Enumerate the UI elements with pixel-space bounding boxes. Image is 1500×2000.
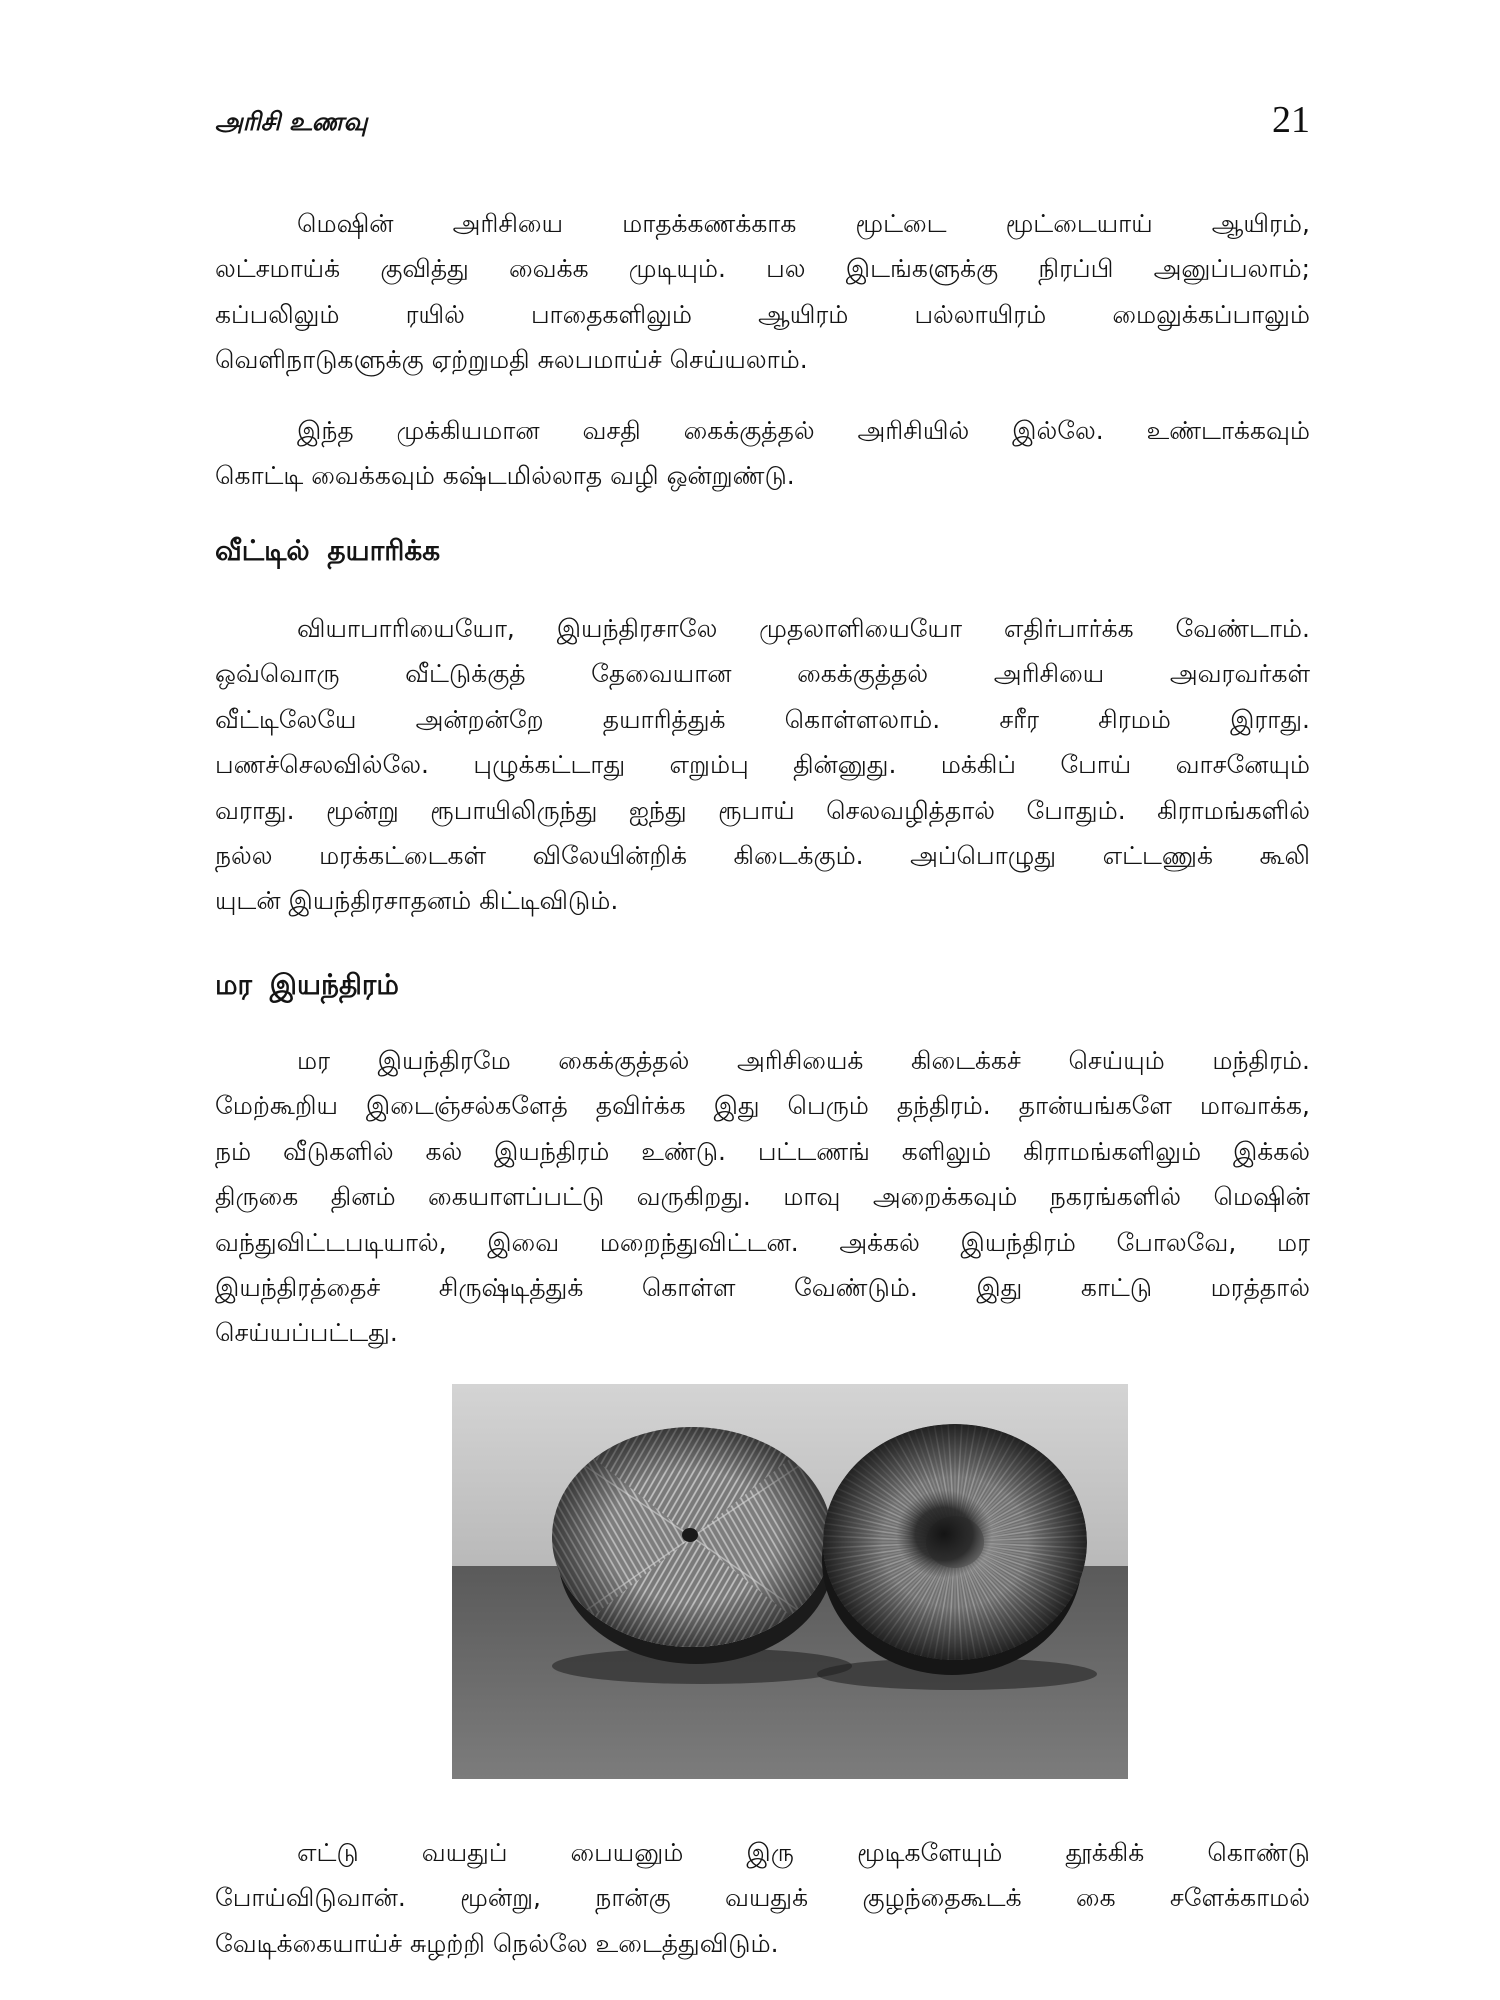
paragraph-line: வீட்டிலேயே அன்றன்றே தயாரித்துக் கொள்ளலாம். சரீர சிரமம் இராது. [215,704,1310,734]
paragraph-line: மெஷின் அரிசியை மாதக்கணக்காக மூட்டை மூட்டையாய் ஆயிரம், [297,209,1310,238]
paragraph-line: வெளிநாடுகளுக்கு ஏற்றுமதி சுலபமாய்ச் செய்யலாம். [215,345,808,375]
paragraph-line: மர இயந்திரமே கைக்குத்தல் அரிசியைக் கிடைக்கச் செய்யும் மந்திரம். [297,1046,1310,1075]
paragraph-line: வேடிக்கையாய்ச் சுழற்றி நெல்லே உடைத்துவிடும். [215,1928,779,1958]
paragraph-line: கொட்டி வைக்கவும் கஷ்டமில்லாத வழி ஒன்றுண்டு. [215,461,795,491]
paragraph-line: செய்யப்பட்டது. [215,1318,398,1348]
disc-center-hole [896,1490,992,1578]
paragraph-line: யுடன் இயந்திரசாதனம் கிட்டிவிடும். [215,886,619,916]
paragraph-line: வந்துவிட்டபடியால், இவை மறைந்துவிட்டன. அக்கல் இயந்திரம் போலவே, மர [215,1227,1310,1257]
paragraph-line: கப்பலிலும் ரயில் பாதைகளிலும் ஆயிரம் பல்லாயிரம் மைலுக்கப்பாலும் [215,299,1310,329]
paragraph-line: போய்விடுவான். மூன்று, நான்கு வயதுக் குழந்தைகூடக் கை சளேக்காமல் [215,1883,1310,1913]
paragraph-line: நம் வீடுகளில் கல் இயந்திரம் உண்டு. பட்டணங் களிலும் கிராமங்களிலும் இக்கல் [215,1136,1310,1166]
section-heading: மர இயந்திரம் [215,968,399,1001]
paragraph-line: பணச்செலவில்லே. புழுக்கட்டாது எறும்பு தின்னுது. மக்கிப் போய் வாசனேயும் [215,750,1310,780]
running-header-title: அரிசி உணவு [215,107,368,136]
paragraph [215,1830,1310,1966]
paragraph-line: மேற்கூறிய இடைஞ்சல்களேத் தவிர்க்க இது பெரும் தந்திரம். தான்யங்களே மாவாக்க, [215,1091,1310,1121]
paragraph-line: ஒவ்வொரு வீட்டுக்குத் தேவையான கைக்குத்தல் அரிசியை அவரவர்கள் [215,659,1310,689]
paragraph-line: லட்சமாய்க் குவித்து வைக்க முடியும். பல இடங்களுக்கு நிரப்பி அனுப்பலாம்; [215,254,1310,284]
paragraph-line: திருகை தினம் கையாளப்பட்டு வருகிறது. மாவு அறைக்கவும் நகரங்களில் மெஷின் [215,1182,1310,1212]
page-number: 21 [1272,99,1310,141]
paragraph [215,201,1310,383]
wooden-disc-right [822,1424,1087,1675]
paragraph-line: வியாபாரியையோ, இயந்திரசாலே முதலாளியையோ எதிர்பார்க்க வேண்டாம். [297,614,1310,643]
paragraph-line: இயந்திரத்தைச் சிருஷ்டித்துக் கொள்ள வேண்டும். இது காட்டு மரத்தால் [215,1273,1310,1303]
paragraph-line: வராது. மூன்று ரூபாயிலிருந்து ஐந்து ரூபாய் செலவழித்தால் போதும். கிராமங்களில் [215,795,1310,825]
paragraph-line: எட்டு வயதுப் பையனும் இரு மூடிகளேயும் தூக்கிக் கொண்டு [297,1838,1310,1867]
disc-center-hole [682,1528,698,1542]
wooden-grinder-photo [452,1384,1128,1779]
figure-photo [452,1384,1128,1779]
paragraph-line: நல்ல மரக்கட்டைகள் விலேயின்றிக் கிடைக்கும். அப்பொழுது எட்டணுக் கூலி [215,841,1310,871]
paragraph [215,1038,1310,1356]
section-heading: வீட்டில் தயாரிக்க [215,534,441,567]
paragraph-line: இந்த முக்கியமான வசதி கைக்குத்தல் அரிசியில் இல்லே. உண்டாக்கவும் [297,416,1310,445]
paragraph [215,408,1310,499]
paragraph [215,606,1310,924]
